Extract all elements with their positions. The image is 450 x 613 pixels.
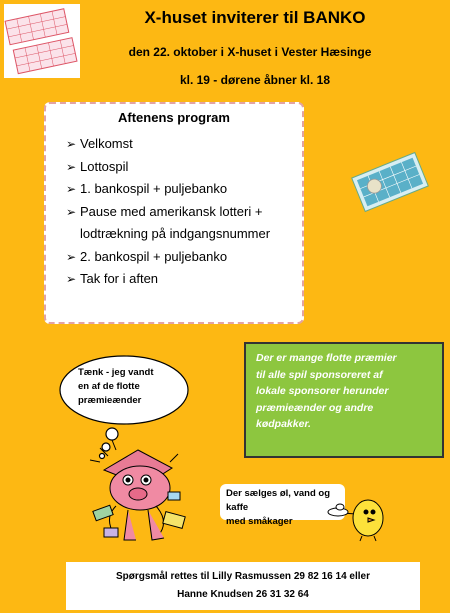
sponsor-line: til alle spil sponsoreret af bbox=[256, 368, 383, 381]
bingo-card-image bbox=[350, 150, 430, 215]
program-item: ➢ Velkomst bbox=[66, 133, 302, 156]
program-item: ➢ Tak for i aften bbox=[66, 268, 302, 291]
program-box bbox=[44, 102, 304, 324]
program-item: ➢ 2. bankospil + puljebanko bbox=[66, 246, 302, 269]
sponsor-box bbox=[244, 342, 444, 458]
thought-line: en af de flotte bbox=[78, 381, 140, 392]
chick-waiter-image bbox=[326, 490, 386, 542]
event-time-line: kl. 19 - dørene åbner kl. 18 bbox=[179, 73, 331, 87]
program-item-continued: lodtrækning på indgangsnummer bbox=[80, 226, 271, 241]
drinks-line: Der sælges øl, vand og kaffe bbox=[226, 488, 330, 513]
program-item: ➢ Pause med amerikansk lotteri + bbox=[66, 201, 302, 224]
thought-line: Tænk - jeg vandt bbox=[78, 367, 154, 378]
drinks-line: med småkager bbox=[226, 516, 293, 527]
sponsor-line: Der er mange flotte præmier bbox=[256, 352, 397, 364]
event-date-line: den 22. oktober i X-huset i Vester Hæsinge bbox=[128, 45, 372, 59]
program-list bbox=[46, 133, 302, 291]
sponsor-line: kødpakker. bbox=[256, 418, 311, 430]
program-heading: Aftenens program bbox=[118, 110, 230, 125]
sponsor-line: lokale sponsorer herunder bbox=[256, 385, 389, 397]
thought-line: præmieænder bbox=[78, 395, 142, 406]
sponsor-line: præmieænder og andre bbox=[256, 401, 374, 414]
contact-box bbox=[66, 562, 420, 610]
program-item: ➢ Lottospil bbox=[66, 156, 302, 179]
contact-line-2: Hanne Knudsen 26 31 32 64 bbox=[177, 589, 309, 600]
contact-line-1: Spørgsmål rettes til Lilly Rasmussen 29 82 16 14 eller bbox=[115, 571, 370, 582]
thought-text bbox=[78, 366, 173, 408]
pig-cartoon-image bbox=[84, 418, 196, 546]
page-title: X-huset inviterer til BANKO bbox=[144, 8, 366, 27]
program-item: ➢ 1. bankospil + puljebanko bbox=[66, 178, 302, 201]
